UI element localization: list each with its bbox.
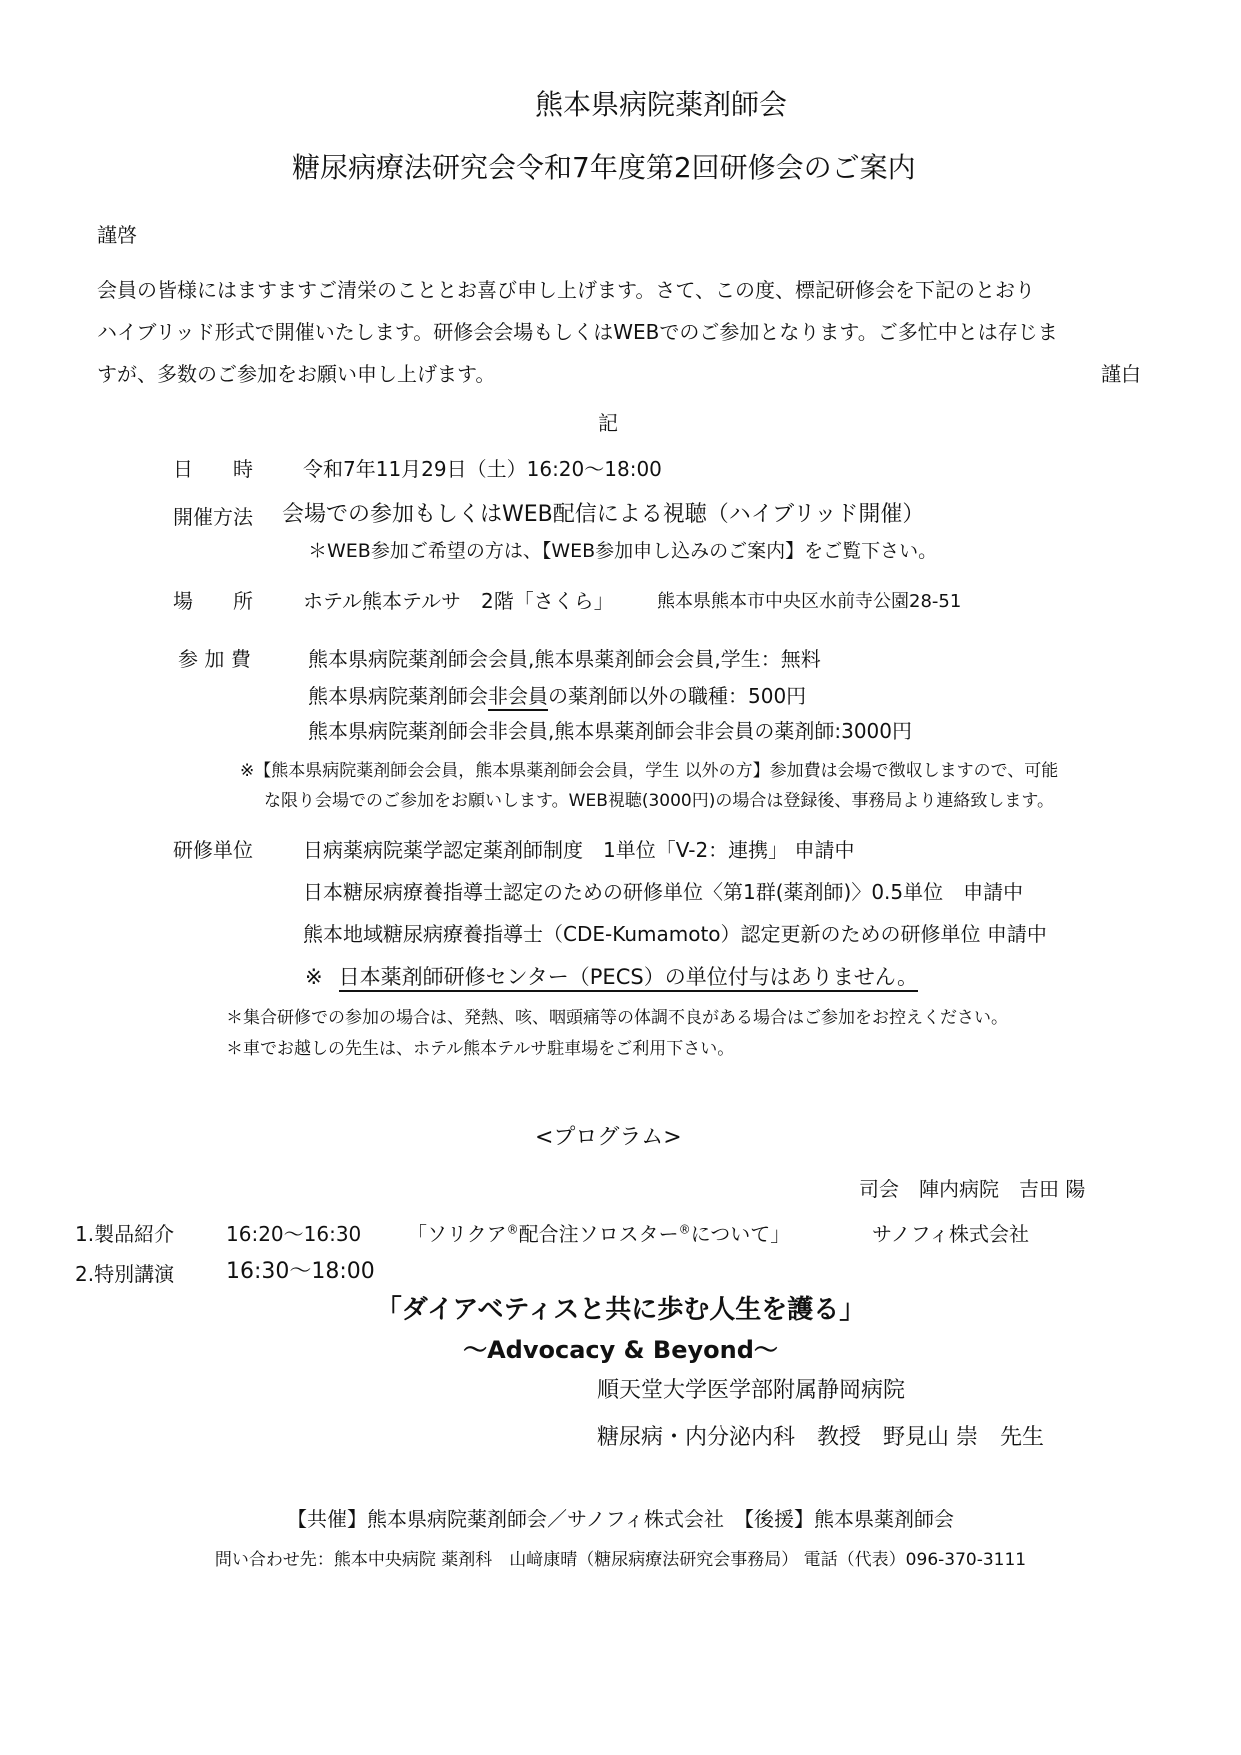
- ki-heading: 記: [598, 411, 618, 435]
- closing: 謹白: [1101, 362, 1141, 386]
- speaker-affiliation: 順天堂大学医学部附属静岡病院: [597, 1378, 906, 1403]
- method-value: 会場での参加もしくはWEB配信による視聴（ハイブリッド開催）: [282, 502, 925, 527]
- fee-line-3: 熊本県病院薬剤師会非会員,熊本県薬剤師会非会員の薬剤師:3000円: [308, 719, 912, 743]
- credit-note-mark: ※: [305, 965, 323, 989]
- lecture-title: 「ダイアベティスと共に歩む人生を護る」: [375, 1295, 866, 1325]
- page-title: 糖尿病療法研究会令和7年度第2回研修会のご案内: [292, 151, 916, 184]
- registered-mark-2: ®: [678, 1222, 691, 1237]
- credit-line-2: 日本糖尿病療養指導士認定のための研修単位〈第1群(薬剤師)〉0.5単位 申請中: [303, 880, 1024, 904]
- credit-line-1: 日病薬病院薬学認定薬剤師制度 1単位「V-2：連携」 申請中: [303, 838, 855, 862]
- datetime-label: 日 時: [173, 457, 253, 481]
- datetime-value: 令和7年11月29日（土）16:20～18:00: [303, 457, 662, 481]
- contact: 問い合わせ先：熊本中央病院 薬剤科 山﨑康晴（糖尿病療法研究会事務局） 電話（代表）096-370-3111: [214, 1550, 1027, 1570]
- organization-name: 熊本県病院薬剤師会: [535, 88, 788, 121]
- program-item-1-time: 16:20～16:30: [226, 1222, 362, 1246]
- program-item-1-title: [407, 1222, 790, 1246]
- notice-1: ＊集合研修での参加の場合は、発熱、咳、咽頭痛等の体調不良がある場合はご参加をお控えください。: [226, 1008, 1008, 1028]
- program-item-1-label: 1.製品紹介: [75, 1222, 175, 1246]
- lecture-subtitle: ～Advocacy & Beyond～: [463, 1336, 778, 1364]
- registered-mark-1: ®: [506, 1222, 519, 1237]
- method-note: ＊WEB参加ご希望の方は、【WEB参加申し込みのご案内】をご覧下さい。: [308, 540, 938, 562]
- place-value: ホテル熊本テルサ 2階「さくら」: [303, 589, 614, 613]
- program-item-1-company: サノフィ株式会社: [872, 1222, 1029, 1246]
- fee-line-2-underlined: 非会員: [488, 684, 548, 711]
- program-item-1-title-c: について」: [690, 1222, 791, 1246]
- fee-label: 参 加 費: [178, 647, 251, 671]
- speaker-name: 糖尿病・内分泌内科 教授 野見山 崇 先生: [597, 1425, 1044, 1450]
- sponsors: 【共催】熊本県病院薬剤師会／サノフィ株式会社 【後援】熊本県薬剤師会: [287, 1507, 954, 1531]
- credit-note: [305, 965, 918, 990]
- fee-note-1: ※【熊本県病院薬剤師会会員，熊本県薬剤師会会員，学生 以外の方】参加費は会場で徴収しますので、可能: [240, 761, 1059, 781]
- notice-2: ＊車でお越しの先生は、ホテル熊本テルサ駐車場をご利用下さい。: [226, 1039, 735, 1059]
- program-item-1-title-a: 「ソリクア: [407, 1222, 507, 1246]
- greeting: 謹啓: [97, 223, 137, 247]
- place-address: 熊本県熊本市中央区水前寺公園28-51: [657, 591, 962, 612]
- body-line-2: ハイブリッド形式で開催いたします。研修会会場もしくはWEBでのご参加となります。ご多忙中とは存じま: [97, 320, 1058, 344]
- credit-note-underlined: 日本薬剤師研修センター（PECS）の単位付与はありません。: [339, 965, 918, 992]
- credit-line-3: 熊本地域糖尿病療養指導士（CDE-Kumamoto）認定更新のための研修単位 申請中: [303, 922, 1047, 946]
- method-label: 開催方法: [173, 505, 253, 529]
- program-heading: <プログラム>: [535, 1125, 682, 1150]
- credit-label: 研修単位: [173, 838, 253, 862]
- program-item-2-label: 2.特別講演: [75, 1262, 175, 1286]
- program-item-2-time: 16:30～18:00: [226, 1259, 375, 1284]
- fee-line-2: [308, 684, 806, 708]
- program-chair: 司会 陣内病院 吉田 陽: [859, 1177, 1086, 1201]
- body-line-3: すが、多数のご参加をお願い申し上げます。: [97, 362, 496, 386]
- fee-note-2: な限り会場でのご参加をお願いします。WEB視聴(3000円)の場合は登録後、事務局より連絡致します。: [264, 791, 1055, 811]
- fee-line-2-pre: 熊本県病院薬剤師会: [308, 684, 488, 708]
- fee-line-1: 熊本県病院薬剤師会会員,熊本県薬剤師会会員,学生：無料: [308, 647, 821, 671]
- program-item-1-title-b: 配合注ソロスター: [518, 1222, 679, 1246]
- body-line-1: 会員の皆様にはますますご清栄のこととお喜び申し上げます。さて、この度、標記研修会を下記のとおり: [97, 278, 1035, 302]
- fee-line-2-post: の薬剤師以外の職種：500円: [548, 684, 807, 708]
- place-label: 場 所: [173, 589, 253, 613]
